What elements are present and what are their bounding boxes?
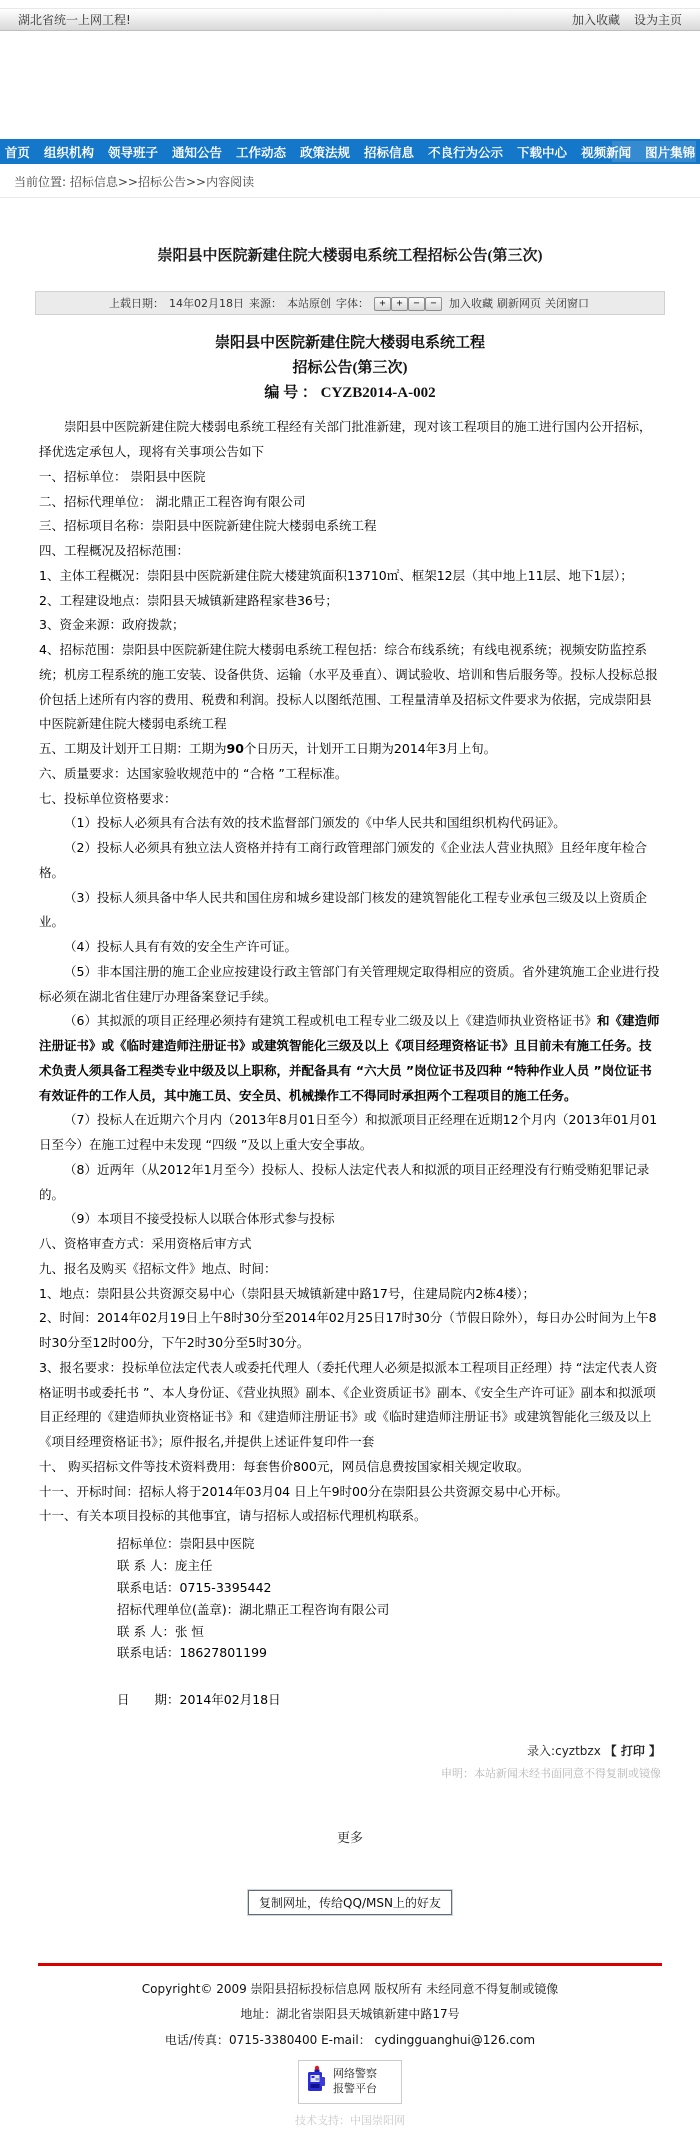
more-link[interactable]: 更多	[336, 1831, 363, 1847]
upload-date-value: 14年02月18日	[169, 297, 244, 310]
paragraph	[39, 564, 661, 589]
paragraph-text: 九、报名及购买《招标文件》地点、时间：	[39, 1260, 277, 1276]
page-title: 崇阳县中医院新建住院大楼弱电系统工程招标公告(第三次)	[157, 248, 543, 264]
font-zoom-in-icon[interactable]: +	[374, 297, 391, 311]
font-increase-icon[interactable]: +	[391, 297, 408, 311]
paragraph-text: 3、资金来源：政府拨款；	[39, 617, 185, 633]
disclaimer-text: 申明：本站新闻未经书面同意不得复制或镜像	[441, 1767, 661, 1781]
paragraph-text: （3）投标人须具备中华人民共和国住房和城乡建设部门核发的建筑智能化工程专业承包三级及以上资质企业。	[39, 889, 647, 930]
paragraph-text: （1）投标人必须具有合法有效的技术监督部门颁发的《中华人民共和国组织机构代码证》。	[64, 815, 566, 831]
nav-item[interactable]: 领导班子	[107, 144, 158, 160]
font-zoom-out-icon[interactable]: −	[408, 297, 425, 311]
paragraph	[39, 1257, 661, 1282]
paragraph-text: （4）投标人具有有效的安全生产许可证。	[64, 939, 297, 954]
paragraph	[39, 886, 661, 936]
paragraph	[39, 1207, 661, 1232]
paragraph	[39, 811, 661, 836]
page-footer	[0, 1980, 700, 2129]
police-badge-line1: 网络警察	[333, 2067, 377, 2081]
paragraph-text: 十一、开标时间：招标人将于2014年03月04 日上午9时00分在崇阳县公共资源交易中心开标。	[39, 1483, 568, 1499]
paragraph-text: 2、工程建设地点：崇阳县天城镇新建路程家巷36号；	[39, 592, 338, 608]
paragraph	[39, 1504, 661, 1529]
footer-address: 地址：湖北省崇阳县天城镇新建中路17号	[240, 2007, 460, 2022]
paragraph-text: 2、时间：2014年02月19日上午8时30分至2014年02月25日17时30分（节假日除外），每日办公时间为上午8时30分至12时00分，下午2时30分至5时30分。	[39, 1310, 657, 1350]
paragraph-text: 4、招标范围：崇阳县中医院新建住院大楼弱电系统工程包括：综合布线系统；有线电视系统；视频安防监控系统；机房工程系统的施工安装、设备供货、运输（水平及垂直）、调试验收、培训和售后服务等。投标人投标总报价包括上述所有内容的费用、税费和利润。投标人以图纸范围、工程量清单及招标文件要求为依据，完成崇阳县中医院新建住院大楼弱电系统工程	[39, 642, 658, 732]
print-button[interactable]: 【 打印 】	[604, 1744, 661, 1759]
meta-link[interactable]: 关闭窗口	[545, 297, 589, 310]
paragraph-text: 三、招标项目名称：崇阳县中医院新建住院大楼弱电系统工程	[39, 518, 377, 534]
paragraph-text: 五、工期及计划开工日期：工期为	[39, 741, 227, 756]
paragraph	[39, 787, 661, 812]
paragraph	[39, 836, 661, 886]
source-label: 来源：	[249, 297, 282, 310]
article-number: 编 号 ： CYZB2014-A-002	[264, 384, 436, 401]
paragraph-text: 个日历天，计划开工日期为2014年3月上旬。	[243, 741, 497, 756]
meta-link[interactable]: 加入收藏	[449, 297, 493, 310]
paragraph-text: 八、资格审查方式：采用资格后审方式	[39, 1236, 252, 1251]
paragraph	[39, 613, 661, 638]
paragraph-text: 七、投标单位资格要求：	[39, 790, 177, 806]
nav-item[interactable]: 政策法规	[300, 144, 351, 160]
contact-line: 联系电话：0715-3395442	[117, 1579, 272, 1595]
contact-block	[117, 1533, 661, 1664]
article-heading-line1: 崇阳县中医院新建住院大楼弱电系统工程	[214, 335, 485, 351]
font-size-icons	[374, 296, 442, 311]
entry-line	[39, 1742, 661, 1759]
paragraph-text: 1、主体工程概况：崇阳县中医院新建住院大楼建筑面积13710㎡、框架12层（其中地上11层、地下1层）；	[39, 567, 633, 583]
paragraph	[39, 415, 661, 465]
meta-links	[447, 295, 591, 311]
announcement-date: 日 期：2014年02月18日	[117, 1692, 281, 1708]
paragraph	[39, 1455, 661, 1480]
topbar-link[interactable]: 设为主页	[633, 13, 682, 27]
article-heading	[39, 331, 661, 405]
paragraph	[39, 737, 661, 762]
paragraph-text: 90	[226, 741, 244, 756]
entry-by: 录入:cyztbzx	[527, 1744, 601, 1759]
paragraph-text: 一、招标单位： 崇阳县中医院	[39, 468, 206, 484]
footer-divider	[38, 1963, 662, 1966]
paragraph-text: 四、工程概况及招标范围：	[39, 543, 190, 558]
paragraph	[39, 1480, 661, 1505]
contact-line: 联 系 人：张 恒	[117, 1623, 204, 1639]
footer-phone-email: 电话/传真：0715-3380400 E-mail： cydingguanghui@126.com	[164, 2032, 536, 2047]
nav-item[interactable]: 视频新闻	[581, 144, 632, 160]
top-utility-bar	[0, 8, 700, 31]
paragraph-text: （9）本项目不接受投标人以联合体形式参与投标	[64, 1211, 335, 1227]
topbar-links	[558, 11, 682, 28]
paragraph	[39, 539, 661, 564]
upload-date-label: 上载日期：	[109, 297, 164, 310]
main-nav	[0, 139, 700, 164]
article-body	[39, 415, 661, 1529]
police-badge-text	[333, 2067, 377, 2097]
contact-line: 招标单位：崇阳县中医院	[117, 1536, 255, 1551]
paragraph	[39, 1232, 661, 1257]
paragraph	[39, 1009, 661, 1108]
paragraph-text: 3、报名要求：投标单位法定代表人或委托代理人（委托代理人必须是拟派本工程项目正经理）持 “法定代表人资格证明书或委托书 ”、本人身份证、《营业执照》副本、《企业资质证书》副本、《安全生产许可证》副本和拟派项目正经理的《建造师执业资格证书》和《建造师注册证书》或《临时建造师注册证书》或建筑智能化三级及以上《项目经理资格证书》；原件报名,并提供上述证件复印件一套	[39, 1359, 658, 1449]
nav-item[interactable]: 通知公告	[171, 144, 222, 160]
nav-item[interactable]: 不良行为公示	[428, 144, 504, 160]
site-slogan: 湖北省统一上网工程!	[18, 13, 131, 27]
paragraph	[39, 589, 661, 614]
paragraph	[39, 1108, 661, 1158]
paragraph	[39, 935, 661, 960]
tech-support-text: 技术支持：中国崇阳网	[295, 2114, 405, 2127]
paragraph-text: 1、地点：崇阳县公共资源交易中心（崇阳县天城镇新建中路17号，住建局院内2栋4楼）；	[39, 1285, 536, 1301]
paragraph	[39, 465, 661, 490]
breadcrumb: 当前位置: 招标信息>>招标公告>>内容阅读	[0, 164, 700, 198]
nav-item[interactable]: 工作动态	[235, 144, 286, 160]
banner-area	[0, 31, 700, 139]
article-heading-line2: 招标公告(第三次)	[292, 359, 408, 376]
article	[39, 331, 661, 1915]
paragraph-text: 六、质量要求：达国家验收规范中的 “合格 ”工程标准。	[39, 765, 348, 781]
font-size-label: 字体：	[336, 297, 369, 310]
paragraph	[39, 960, 661, 1010]
copyright-text: Copyright© 2009 崇阳县招标投标信息网 版权所有 未经同意不得复制或镜像	[141, 1982, 559, 1997]
cyber-police-badge[interactable]	[298, 2060, 402, 2104]
paragraph-text: （7）投标人在近期六个月内（2013年8月01日至今）和拟派项目正经理在近期12个月内（2013年01月01日至今）在施工过程中未发现 “四级 ”及以上重大安全事故。	[39, 1112, 658, 1152]
nav-item[interactable]: 组织机构	[43, 144, 94, 160]
paragraph	[39, 514, 661, 539]
contact-line: 联系电话：18627801199	[117, 1645, 267, 1661]
paragraph-text: （6）其拟派的项目正经理必须持有建筑工程或机电工程专业二级及以上《建造师执业资格证书》	[64, 1013, 597, 1029]
topbar-link[interactable]: 加入收藏	[571, 13, 620, 27]
police-badge-line2: 报警平台	[333, 2081, 377, 2095]
paragraph-text: （2）投标人必须具有独立法人资格并持有工商行政管理部门颁发的《企业法人营业执照》且经年度年检合格。	[39, 840, 647, 880]
paragraph	[39, 1158, 661, 1208]
source-value: 本站原创	[287, 297, 331, 310]
nav-item[interactable]: 下载中心	[517, 144, 568, 160]
paragraph-text: 二、招标代理单位： 湖北鼎正工程咨询有限公司	[39, 493, 306, 509]
paragraph	[39, 490, 661, 515]
paragraph	[39, 1356, 661, 1455]
paragraph	[39, 1306, 661, 1356]
contact-line: 联 系 人：庞主任	[117, 1557, 213, 1573]
contact-line: 招标代理单位(盖章)：湖北鼎正工程咨询有限公司	[117, 1601, 390, 1617]
article-meta-bar	[35, 291, 665, 315]
nav-item[interactable]: 图片集锦	[645, 144, 696, 160]
paragraph-text: 和《建造师注册证书》或《临时建造师注册证书》或建筑智能化三级及以上《项目经理资格证书》且目前未有施工任务。技术负责人须具备工程类专业中级及以上职称，并配备具有 “六大员 ”岗位证书及四种 “特种作业人员 ”岗位证书有效证件的工作人员，其中施工员、安全员、机械操作工不得同时承担两个工程项目的施工任务。	[39, 1013, 660, 1103]
paragraph-text: 崇阳县中医院新建住院大楼弱电系统工程经有关部门批准新建，现对该工程项目的施工进行国内公开招标，择优选定承包人，现将有关事项公告如下	[39, 419, 652, 459]
paragraph-text: （8）近两年（从2012年1月至今）投标人、投标人法定代表人和拟派的项目正经理没有行贿受贿犯罪记录的。	[39, 1161, 650, 1202]
nav-item[interactable]: 招标信息	[364, 144, 415, 160]
paragraph	[39, 638, 661, 737]
paragraph	[39, 762, 661, 787]
paragraph	[39, 1282, 661, 1307]
meta-link[interactable]: 刷新网页	[497, 297, 541, 310]
paragraph-text: （5）非本国注册的施工企业应按建设行政主管部门有关管理规定取得相应的资质。省外建筑施工企业进行投标必须在湖北省住建厅办理备案登记手续。	[39, 963, 660, 1004]
police-icon	[304, 2065, 328, 2099]
paragraph-text: 十一、有关本项目投标的其他事宜，请与招标人或招标代理机构联系。	[39, 1508, 427, 1524]
paragraph-text: 十、 购买招标文件等技术资料费用：每套售价800元，网员信息费按国家相关规定收取。	[39, 1458, 530, 1474]
share-url-button[interactable]: 复制网址，传给QQ/MSN上的好友	[248, 1890, 452, 1915]
nav-item[interactable]: 首页	[4, 144, 30, 160]
font-decrease-icon[interactable]: −	[425, 297, 442, 311]
